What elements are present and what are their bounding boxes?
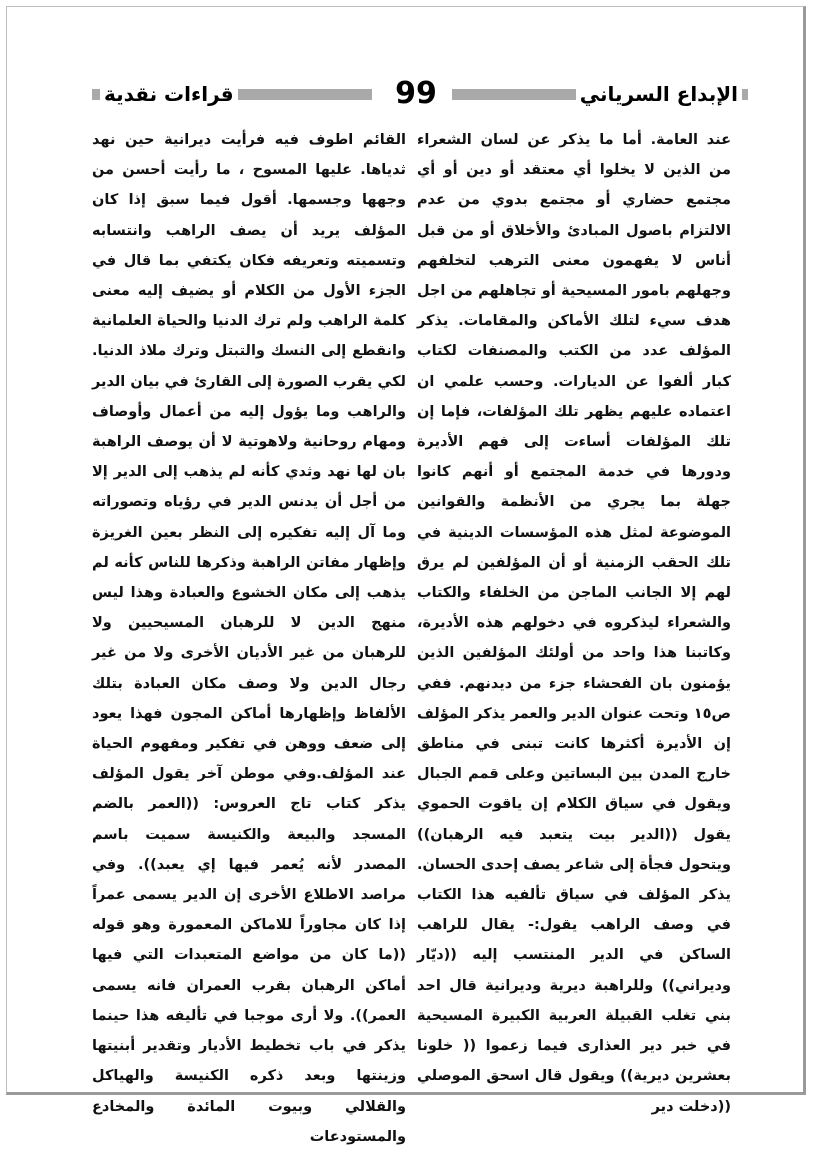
right-column xyxy=(417,125,731,1122)
right-column-text: عند العامة. أما ما يذكر عن لسان الشعراء من الذين لا يخلوا أي معتقد أو دين أو أي مجتمع حضاري أو مجتمع بدوي من عدم الالتزام باصول المبادئ والأخلاق أو من قبل أناس لا يفهمون معنى الترهب لتخلفهم وجهلهم بامور المسيحية أو تجاهلهم من اجل هدف سيء لتلك الأماكن والمقامات. يذكر المؤلف عدد من الكتب والمصنفات لكتاب كبار ألفوا عن الديارات. وحسب علمي ان اعتماده عليهم يظهر تلك المؤلفات، فإما إن تلك المؤلفات أساءت إلى فهم الأديرة ودورها في خدمة المجتمع أو أنهم كانوا جهلة بما يجري من الأنظمة والقوانين الموضوعة لمثل هذه المؤسسات الدينية في تلك الحقب الزمنية أو أن المؤلفين لم يرق لهم إلا الجانب الماجن من الخلفاء والكتاب والشعراء ليذكروه في دخولهم هذه الأديرة، وكاتبنا هذا واحد من أولئك المؤلفين الذين يؤمنون بان الفحشاء جزء من ديدنهم. ففي ص١٥ وتحت عنوان الدير والعمر يذكر المؤلف إن الأديرة أكثرها كانت تبنى في مناطق خارج المدن بين البساتين وعلى قمم الجبال ويقول في سياق الكلام إن ياقوت الحموي يقول ((الدير بيت يتعبد فيه الرهبان)) ويتحول فجأة إلى شاعر يصف إحدى الحسان. يذكر المؤلف في سياق تألفيه هذا الكتاب في وصف الراهب يقول:- يقال للراهب الساكن في الدير المنتسب إليه ((ديّار وديراني)) وللراهبة ديرية وديرانية قال احد بني تغلب القبيلة العربية الكبيرة المسيحية في خبر دير العذارى فيما زعموا (( خلونا بعشرين ديرية)) ويقول قال اسحق الموصلي ((دخلت دير xyxy=(417,132,731,1115)
section-title: قراءات نقدية xyxy=(100,80,238,108)
page-number: 99 xyxy=(395,76,437,111)
left-column xyxy=(92,125,406,1152)
page-header xyxy=(92,76,748,112)
left-column-text: القائم اطوف فيه فرأيت ديرانية حين نهد ثدياها. عليها المسوح ، ما رأيت أحسن من وجهها وجسمها. أقول فيما سبق إذا كان المؤلف يريد أن يصف الراهب وانتسابه وتسميته وتعريفه فكان يكتفي بما قال في الجزء الأول من الكلام أو يضيف إليه معنى كلمة الراهب ولم ترك الدنيا والحياة العلمانية وانقطع إلى النسك والتبتل وترك ملاذ الدنيا. لكي يقرب الصورة إلى القارئ في بيان الدير والراهب وما يؤول إليه من أعمال وأوصاف ومهام روحانية ولاهوتية لا أن يوصف الراهبة بان لها نهد وثدي كأنه لم يذهب إلى الدير إلا من أجل أن يدنس الدير في رؤياه وتصوراته وما آل إليه تفكيره إلى النظر بعين الغريزة وإظهار مفاتن الراهبة وذكرها للناس كأنه لم يذهب إلى مكان الخشوع والعبادة وهذا ليس منهج الدين لا للرهبان المسيحيين ولا للرهبان من غير الأديان الأخرى ولا من غير رجال الدين ولا وصف مكان العبادة بتلك الألفاظ وإظهارها أماكن المجون فهذا يعود إلى ضعف ووهن في تفكير ومفهوم الحياة عند المؤلف.وفي موطن آخر يقول المؤلف يذكر كتاب تاج العروس: ((العمر بالضم المسجد والبيعة والكنيسة سميت باسم المصدر لأنه يُعمر فيها إي يعبد)). وفي مراصد الاطلاع الأخرى إن الدير يسمى عمراً إذا كان مجاوراً للاماكن المعمورة وهو قوله ((ما كان من مواضع المتعبدات التي فيها أماكن الرهبان بقرب العمران فانه يسمى العمر)). ولا أرى موجبا في تأليفه هذا حينما يذكر في باب تخطيط الأديار وتقدير أبنيتها وزينتها وبعد ذكره الكنيسة والهياكل والقلالي وبيوت المائدة والمخادع والمستودعات xyxy=(92,132,406,1145)
publication-title: الإبداع السرياني xyxy=(576,80,742,108)
